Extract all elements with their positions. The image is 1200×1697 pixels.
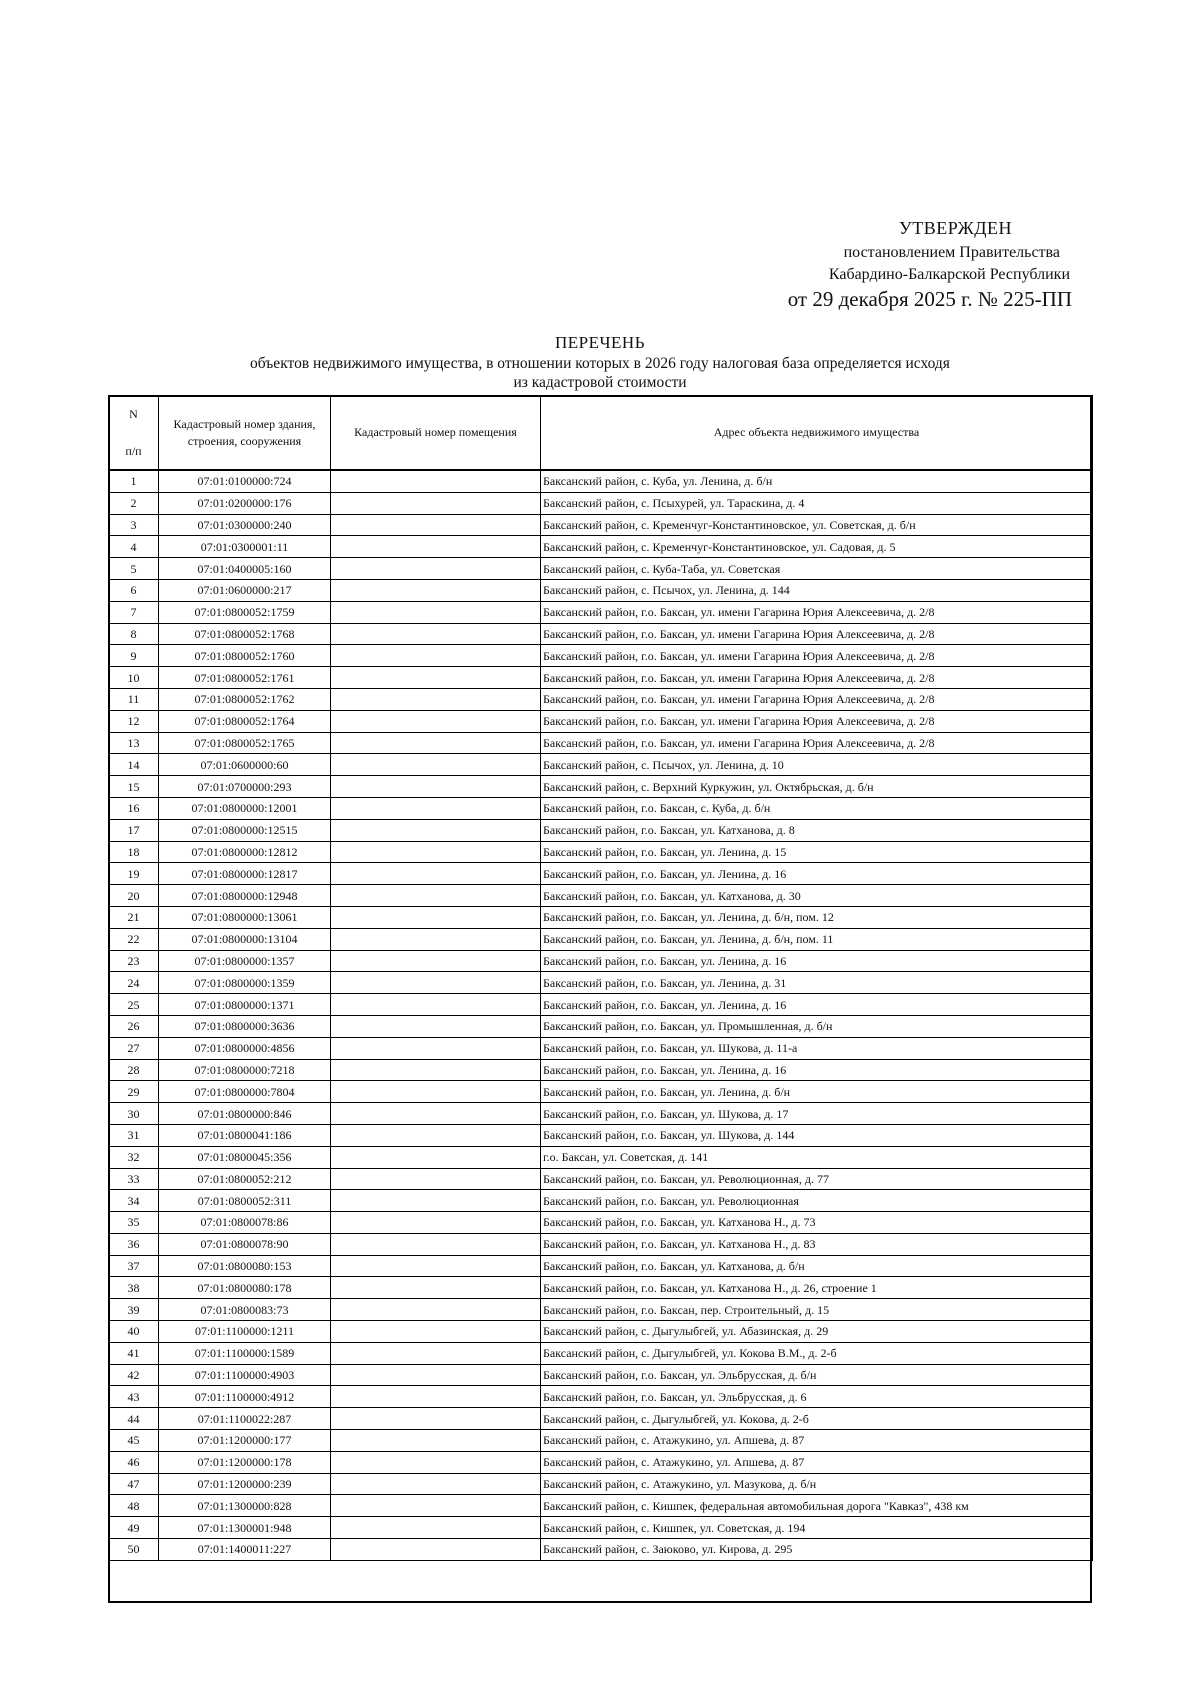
room-cadastral-number (331, 1190, 541, 1212)
room-cadastral-number (331, 1277, 541, 1299)
room-cadastral-number (331, 1146, 541, 1168)
property-address: Баксанский район, г.о. Баксан, ул. Катханова Н., д. 73 (541, 1212, 1093, 1234)
room-cadastral-number (331, 623, 541, 645)
row-number: 16 (109, 797, 159, 819)
table-row (109, 928, 1093, 950)
table-row (109, 1255, 1093, 1277)
room-cadastral-number (331, 1037, 541, 1059)
row-number: 17 (109, 819, 159, 841)
building-cadastral-number: 07:01:0800052:1762 (159, 688, 331, 710)
row-number: 6 (109, 579, 159, 601)
building-cadastral-number: 07:01:0800041:186 (159, 1124, 331, 1146)
building-cadastral-number: 07:01:1100000:1211 (159, 1321, 331, 1343)
property-address: Баксанский район, г.о. Баксан, ул. имени Гагарина Юрия Алексеевича, д. 2/8 (541, 732, 1093, 754)
building-cadastral-number: 07:01:0800052:1764 (159, 710, 331, 732)
property-address: Баксанский район, г.о. Баксан, ул. Катханова, д. 8 (541, 819, 1093, 841)
property-address: Баксанский район, г.о. Баксан, ул. Ленина, д. 16 (541, 994, 1093, 1016)
row-number: 46 (109, 1451, 159, 1473)
building-cadastral-number: 07:01:0300001:11 (159, 536, 331, 558)
property-address: Баксанский район, с. Кишпек, ул. Советская, д. 194 (541, 1517, 1093, 1539)
room-cadastral-number (331, 1015, 541, 1037)
header-building-line-1: Кадастровый номер здания, (173, 416, 316, 431)
table-row (109, 1233, 1093, 1255)
row-number: 2 (109, 492, 159, 514)
room-cadastral-number (331, 906, 541, 928)
room-cadastral-number (331, 1168, 541, 1190)
row-number: 24 (109, 972, 159, 994)
room-cadastral-number (331, 754, 541, 776)
building-cadastral-number: 07:01:0800000:12515 (159, 819, 331, 841)
approval-line-2: постановлением Правительства (843, 244, 1060, 261)
table-body (109, 470, 1093, 1560)
row-number: 38 (109, 1277, 159, 1299)
table-row (109, 819, 1093, 841)
building-cadastral-number: 07:01:0800052:212 (159, 1168, 331, 1190)
header-number-top: N (129, 406, 138, 421)
building-cadastral-number: 07:01:0800000:12001 (159, 797, 331, 819)
room-cadastral-number (331, 1233, 541, 1255)
building-cadastral-number: 07:01:0800000:13061 (159, 906, 331, 928)
building-cadastral-number: 07:01:0100000:724 (159, 470, 331, 492)
table-row (109, 579, 1093, 601)
building-cadastral-number: 07:01:1100000:4903 (159, 1364, 331, 1386)
room-cadastral-number (331, 972, 541, 994)
room-cadastral-number (331, 1255, 541, 1277)
header-number (109, 396, 159, 471)
building-cadastral-number: 07:01:1200000:177 (159, 1430, 331, 1452)
building-cadastral-number: 07:01:0800052:1760 (159, 645, 331, 667)
building-cadastral-number: 07:01:1300000:828 (159, 1495, 331, 1517)
property-address: Баксанский район, г.о. Баксан, ул. Шукова, д. 144 (541, 1124, 1093, 1146)
room-cadastral-number (331, 819, 541, 841)
property-address: Баксанский район, с. Куба, ул. Ленина, д. б/н (541, 470, 1093, 492)
row-number: 31 (109, 1124, 159, 1146)
room-cadastral-number (331, 470, 541, 492)
property-address: Баксанский район, г.о. Баксан, с. Куба, д. б/н (541, 797, 1093, 819)
property-address: Баксанский район, с. Атажукино, ул. Апшева, д. 87 (541, 1451, 1093, 1473)
table-row (109, 1321, 1093, 1343)
room-cadastral-number (331, 601, 541, 623)
header-building-cadastral (159, 396, 331, 471)
building-cadastral-number: 07:01:0800080:178 (159, 1277, 331, 1299)
property-registry-table (108, 395, 1093, 1561)
building-cadastral-number: 07:01:0400005:160 (159, 558, 331, 580)
property-address: Баксанский район, с. Дыгулыбгей, ул. Кокова В.М., д. 2-б (541, 1342, 1093, 1364)
building-cadastral-number: 07:01:0800000:4856 (159, 1037, 331, 1059)
building-cadastral-number: 07:01:0800000:846 (159, 1103, 331, 1125)
table-row (109, 601, 1093, 623)
table-row (109, 710, 1093, 732)
building-cadastral-number: 07:01:0800000:7218 (159, 1059, 331, 1081)
room-cadastral-number (331, 1342, 541, 1364)
row-number: 4 (109, 536, 159, 558)
row-number: 27 (109, 1037, 159, 1059)
property-address: Баксанский район, с. Кишпек, федеральная автомобильная дорога "Кавказ", 438 км (541, 1495, 1093, 1517)
row-number: 33 (109, 1168, 159, 1190)
row-number: 20 (109, 885, 159, 907)
row-number: 50 (109, 1539, 159, 1561)
row-number: 43 (109, 1386, 159, 1408)
room-cadastral-number (331, 1081, 541, 1103)
room-cadastral-number (331, 1299, 541, 1321)
property-address: Баксанский район, г.о. Баксан, ул. Катханова, д. 30 (541, 885, 1093, 907)
property-address: Баксанский район, г.о. Баксан, ул. имени Гагарина Юрия Алексеевича, д. 2/8 (541, 667, 1093, 689)
row-number: 48 (109, 1495, 159, 1517)
row-number: 11 (109, 688, 159, 710)
table-row (109, 1168, 1093, 1190)
building-cadastral-number: 07:01:0800000:7804 (159, 1081, 331, 1103)
table-row (109, 688, 1093, 710)
title-line-1: объектов недвижимого имущества, в отношении которых в 2026 году налоговая база определяется исходя (250, 355, 950, 372)
building-cadastral-number: 07:01:1200000:239 (159, 1473, 331, 1495)
table-row (109, 470, 1093, 492)
table-row (109, 776, 1093, 798)
table-row (109, 1342, 1093, 1364)
row-number: 10 (109, 667, 159, 689)
row-number: 23 (109, 950, 159, 972)
building-cadastral-number: 07:01:0800000:1357 (159, 950, 331, 972)
row-number: 18 (109, 841, 159, 863)
room-cadastral-number (331, 1408, 541, 1430)
row-number: 30 (109, 1103, 159, 1125)
room-cadastral-number (331, 667, 541, 689)
property-address: Баксанский район, г.о. Баксан, ул. Эльбрусская, д. б/н (541, 1364, 1093, 1386)
table-row (109, 558, 1093, 580)
table-row (109, 1386, 1093, 1408)
table-row (109, 1059, 1093, 1081)
row-number: 32 (109, 1146, 159, 1168)
property-address: Баксанский район, г.о. Баксан, ул. Ленина, д. б/н, пом. 11 (541, 928, 1093, 950)
room-cadastral-number (331, 710, 541, 732)
property-address: Баксанский район, г.о. Баксан, ул. Ленина, д. б/н, пом. 12 (541, 906, 1093, 928)
building-cadastral-number: 07:01:0800000:12812 (159, 841, 331, 863)
row-number: 1 (109, 470, 159, 492)
building-cadastral-number: 07:01:0800052:1759 (159, 601, 331, 623)
room-cadastral-number (331, 688, 541, 710)
room-cadastral-number (331, 1451, 541, 1473)
building-cadastral-number: 07:01:0800078:90 (159, 1233, 331, 1255)
table-row (109, 1277, 1093, 1299)
table-row (109, 972, 1093, 994)
approval-date-number: от 29 декабря 2025 г. № 225-ПП (787, 287, 1072, 311)
room-cadastral-number (331, 1386, 541, 1408)
table-row (109, 1190, 1093, 1212)
row-number: 37 (109, 1255, 159, 1277)
property-address: Баксанский район, с. Псычох, ул. Ленина, д. 144 (541, 579, 1093, 601)
row-number: 45 (109, 1430, 159, 1452)
row-number: 42 (109, 1364, 159, 1386)
property-address: Баксанский район, с. Кременчуг-Константиновское, ул. Советская, д. б/н (541, 514, 1093, 536)
header-room-cadastral: Кадастровый номер помещения (331, 396, 541, 471)
property-address: Баксанский район, г.о. Баксан, пер. Строительный, д. 15 (541, 1299, 1093, 1321)
table-row (109, 536, 1093, 558)
table-row (109, 492, 1093, 514)
building-cadastral-number: 07:01:0800000:1359 (159, 972, 331, 994)
table-row (109, 885, 1093, 907)
room-cadastral-number (331, 797, 541, 819)
table-row (109, 1495, 1093, 1517)
row-number: 44 (109, 1408, 159, 1430)
building-cadastral-number: 07:01:0800000:12817 (159, 863, 331, 885)
header-address: Адрес объекта недвижимого имущества (541, 396, 1093, 471)
table-row (109, 1146, 1093, 1168)
property-address: г.о. Баксан, ул. Советская, д. 141 (541, 1146, 1093, 1168)
building-cadastral-number: 07:01:0700000:293 (159, 776, 331, 798)
row-number: 19 (109, 863, 159, 885)
building-cadastral-number: 07:01:1200000:178 (159, 1451, 331, 1473)
header-building-line-2: строения, сооружения (187, 433, 302, 448)
property-address: Баксанский район, г.о. Баксан, ул. имени Гагарина Юрия Алексеевича, д. 2/8 (541, 688, 1093, 710)
room-cadastral-number (331, 1103, 541, 1125)
property-address: Баксанский район, с. Атажукино, ул. Апшева, д. 87 (541, 1430, 1093, 1452)
property-address: Баксанский район, с. Атажукино, ул. Мазукова, д. б/н (541, 1473, 1093, 1495)
table-row (109, 623, 1093, 645)
row-number: 29 (109, 1081, 159, 1103)
room-cadastral-number (331, 514, 541, 536)
table-row (109, 797, 1093, 819)
table-row (109, 645, 1093, 667)
table-row (109, 906, 1093, 928)
room-cadastral-number (331, 732, 541, 754)
row-number: 26 (109, 1015, 159, 1037)
table-row (109, 1408, 1093, 1430)
building-cadastral-number: 07:01:0800000:3636 (159, 1015, 331, 1037)
approval-stamp (712, 218, 1072, 312)
property-address: Баксанский район, г.о. Баксан, ул. Революционная (541, 1190, 1093, 1212)
table-row (109, 1451, 1093, 1473)
room-cadastral-number (331, 885, 541, 907)
building-cadastral-number: 07:01:0200000:176 (159, 492, 331, 514)
building-cadastral-number: 07:01:0800000:12948 (159, 885, 331, 907)
property-address: Баксанский район, г.о. Баксан, ул. Катханова Н., д. 83 (541, 1233, 1093, 1255)
table-row (109, 1103, 1093, 1125)
room-cadastral-number (331, 841, 541, 863)
row-number: 8 (109, 623, 159, 645)
table-row (109, 1364, 1093, 1386)
header-number-bottom: п/п (125, 443, 142, 458)
building-cadastral-number: 07:01:1300001:948 (159, 1517, 331, 1539)
property-address: Баксанский район, с. Заюково, ул. Кирова, д. 295 (541, 1539, 1093, 1561)
room-cadastral-number (331, 1364, 541, 1386)
table-row (109, 1124, 1093, 1146)
property-address: Баксанский район, г.о. Баксан, ул. Промышленная, д. б/н (541, 1015, 1093, 1037)
table-row (109, 1430, 1093, 1452)
building-cadastral-number: 07:01:0800078:86 (159, 1212, 331, 1234)
property-address: Баксанский район, с. Дыгулыбгей, ул. Кокова, д. 2-б (541, 1408, 1093, 1430)
row-number: 9 (109, 645, 159, 667)
property-address: Баксанский район, г.о. Баксан, ул. Ленина, д. 15 (541, 841, 1093, 863)
property-address: Баксанский район, г.о. Баксан, ул. Катханова Н., д. 26, строение 1 (541, 1277, 1093, 1299)
property-address: Баксанский район, с. Псычох, ул. Ленина, д. 10 (541, 754, 1093, 776)
table-row (109, 754, 1093, 776)
table-row (109, 1517, 1093, 1539)
row-number: 39 (109, 1299, 159, 1321)
room-cadastral-number (331, 950, 541, 972)
room-cadastral-number (331, 1430, 541, 1452)
row-number: 47 (109, 1473, 159, 1495)
room-cadastral-number (331, 1539, 541, 1561)
table-row (109, 732, 1093, 754)
building-cadastral-number: 07:01:1100022:287 (159, 1408, 331, 1430)
table-row (109, 994, 1093, 1016)
row-number: 3 (109, 514, 159, 536)
table-row (109, 1473, 1093, 1495)
table-header-row (109, 396, 1093, 471)
row-number: 40 (109, 1321, 159, 1343)
table-row (109, 667, 1093, 689)
property-address: Баксанский район, с. Дыгулыбгей, ул. Абазинская, д. 29 (541, 1321, 1093, 1343)
row-number: 36 (109, 1233, 159, 1255)
room-cadastral-number (331, 1124, 541, 1146)
row-number: 21 (109, 906, 159, 928)
building-cadastral-number: 07:01:0600000:217 (159, 579, 331, 601)
building-cadastral-number: 07:01:0800000:13104 (159, 928, 331, 950)
building-cadastral-number: 07:01:0800045:356 (159, 1146, 331, 1168)
table-row (109, 950, 1093, 972)
room-cadastral-number (331, 645, 541, 667)
building-cadastral-number: 07:01:1100000:1589 (159, 1342, 331, 1364)
property-address: Баксанский район, с. Куба-Таба, ул. Советская (541, 558, 1093, 580)
approval-heading: УТВЕРЖДЕН (898, 218, 1012, 238)
property-address: Баксанский район, г.о. Баксан, ул. имени Гагарина Юрия Алексеевича, д. 2/8 (541, 601, 1093, 623)
table-row (109, 514, 1093, 536)
room-cadastral-number (331, 776, 541, 798)
building-cadastral-number: 07:01:0800052:311 (159, 1190, 331, 1212)
property-address: Баксанский район, г.о. Баксан, ул. Ленина, д. 16 (541, 950, 1093, 972)
property-address: Баксанский район, г.о. Баксан, ул. Шукова, д. 11-а (541, 1037, 1093, 1059)
table-row (109, 1299, 1093, 1321)
table-row (109, 1081, 1093, 1103)
room-cadastral-number (331, 558, 541, 580)
property-address: Баксанский район, с. Верхний Куркужин, ул. Октябрьская, д. б/н (541, 776, 1093, 798)
table-row (109, 863, 1093, 885)
building-cadastral-number: 07:01:0800052:1765 (159, 732, 331, 754)
building-cadastral-number: 07:01:0800052:1761 (159, 667, 331, 689)
row-number: 49 (109, 1517, 159, 1539)
room-cadastral-number (331, 1059, 541, 1081)
room-cadastral-number (331, 1495, 541, 1517)
building-cadastral-number: 07:01:1400011:227 (159, 1539, 331, 1561)
title-line-2: из кадастровой стоимости (513, 374, 687, 391)
property-address: Баксанский район, г.о. Баксан, ул. Революционная, д. 77 (541, 1168, 1093, 1190)
building-cadastral-number: 07:01:0600000:60 (159, 754, 331, 776)
row-number: 25 (109, 994, 159, 1016)
room-cadastral-number (331, 1321, 541, 1343)
table-row (109, 841, 1093, 863)
table-row (109, 1037, 1093, 1059)
property-address: Баксанский район, г.о. Баксан, ул. Ленина, д. 31 (541, 972, 1093, 994)
property-address: Баксанский район, г.о. Баксан, ул. Ленина, д. б/н (541, 1081, 1093, 1103)
row-number: 22 (109, 928, 159, 950)
table-row (109, 1212, 1093, 1234)
room-cadastral-number (331, 1473, 541, 1495)
building-cadastral-number: 07:01:0800000:1371 (159, 994, 331, 1016)
room-cadastral-number (331, 492, 541, 514)
room-cadastral-number (331, 1517, 541, 1539)
row-number: 5 (109, 558, 159, 580)
property-address: Баксанский район, с. Псыхурей, ул. Тараскина, д. 4 (541, 492, 1093, 514)
row-number: 35 (109, 1212, 159, 1234)
property-address: Баксанский район, г.о. Баксан, ул. Катханова, д. б/н (541, 1255, 1093, 1277)
property-address: Баксанский район, г.о. Баксан, ул. Ленина, д. 16 (541, 863, 1093, 885)
room-cadastral-number (331, 994, 541, 1016)
room-cadastral-number (331, 1212, 541, 1234)
property-address: Баксанский район, г.о. Баксан, ул. имени Гагарина Юрия Алексеевича, д. 2/8 (541, 623, 1093, 645)
room-cadastral-number (331, 863, 541, 885)
building-cadastral-number: 07:01:1100000:4912 (159, 1386, 331, 1408)
row-number: 41 (109, 1342, 159, 1364)
property-address: Баксанский район, с. Кременчуг-Константиновское, ул. Садовая, д. 5 (541, 536, 1093, 558)
document-title (108, 333, 1092, 392)
property-address: Баксанский район, г.о. Баксан, ул. Шукова, д. 17 (541, 1103, 1093, 1125)
building-cadastral-number: 07:01:0800083:73 (159, 1299, 331, 1321)
row-number: 7 (109, 601, 159, 623)
row-number: 12 (109, 710, 159, 732)
building-cadastral-number: 07:01:0800052:1768 (159, 623, 331, 645)
property-address: Баксанский район, г.о. Баксан, ул. Эльбрусская, д. 6 (541, 1386, 1093, 1408)
row-number: 14 (109, 754, 159, 776)
approval-line-3: Кабардино-Балкарской Республики (828, 266, 1070, 283)
property-address: Баксанский район, г.о. Баксан, ул. имени Гагарина Юрия Алексеевича, д. 2/8 (541, 710, 1093, 732)
room-cadastral-number (331, 928, 541, 950)
row-number: 13 (109, 732, 159, 754)
title-heading: ПЕРЕЧЕНЬ (555, 333, 645, 352)
row-number: 15 (109, 776, 159, 798)
property-address: Баксанский район, г.о. Баксан, ул. Ленина, д. 16 (541, 1059, 1093, 1081)
table-row (109, 1539, 1093, 1561)
room-cadastral-number (331, 579, 541, 601)
room-cadastral-number (331, 536, 541, 558)
row-number: 34 (109, 1190, 159, 1212)
building-cadastral-number: 07:01:0800080:153 (159, 1255, 331, 1277)
row-number: 28 (109, 1059, 159, 1081)
building-cadastral-number: 07:01:0300000:240 (159, 514, 331, 536)
property-address: Баксанский район, г.о. Баксан, ул. имени Гагарина Юрия Алексеевича, д. 2/8 (541, 645, 1093, 667)
table-row (109, 1015, 1093, 1037)
